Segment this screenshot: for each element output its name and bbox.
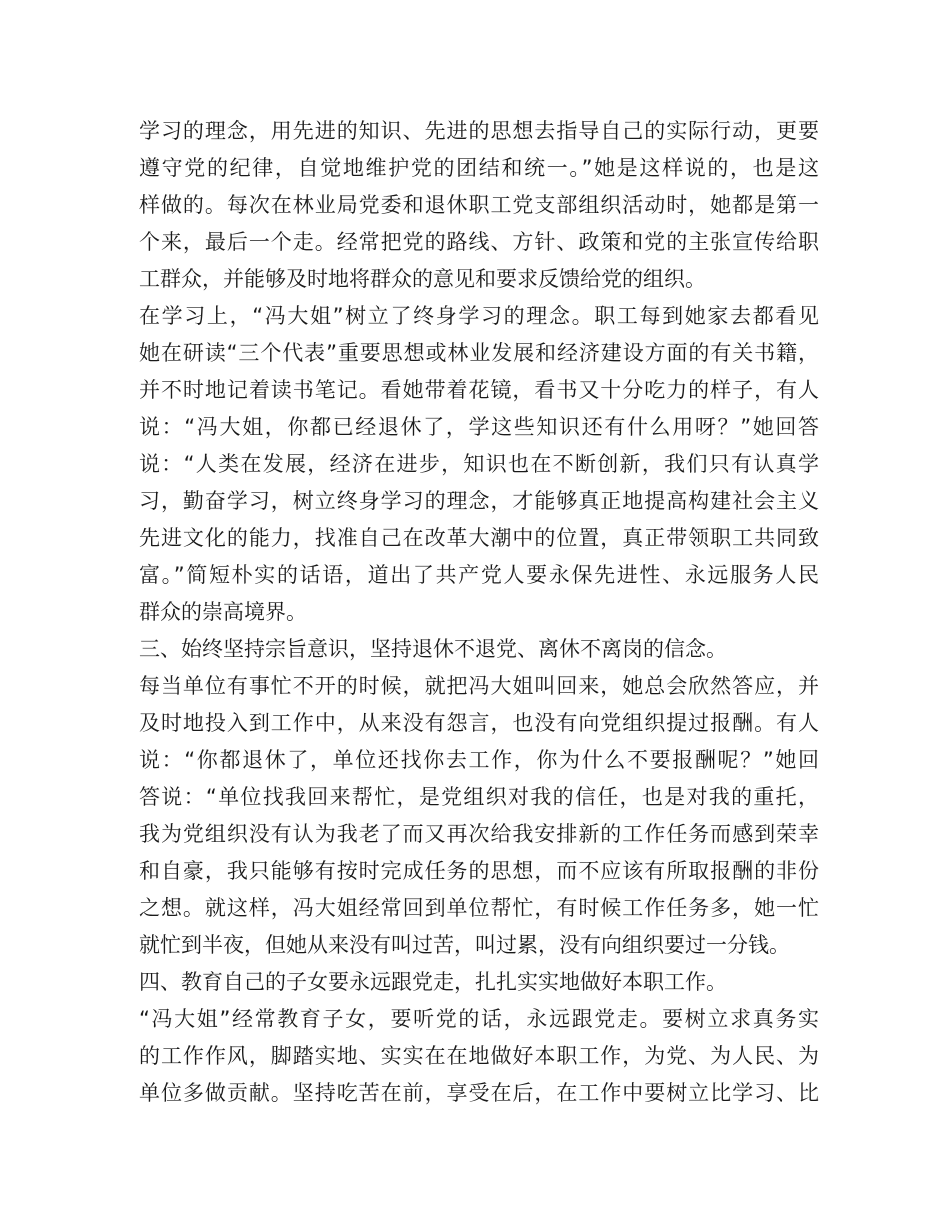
text-line: 之想。就这样，冯大姐经常回到单位帮忙，有时候工作任务多，她一忙 xyxy=(139,896,819,920)
text-line: 就忙到半夜，但她从来没有叫过苦，叫过累，没有向组织要过一分钱。 xyxy=(139,933,790,957)
text-line: 说：“冯大姐，你都已经退休了，学这些知识还有什么用呀？”她回答 xyxy=(139,415,819,439)
text-line: 说：“人类在发展，经济在进步，知识也在不断创新，我们只有认真学 xyxy=(139,452,819,476)
text-line: 和自豪，我只能够有按时完成任务的思想，而不应该有所取报酬的非份 xyxy=(139,859,819,883)
text-line: 并不时地记着读书笔记。看她带着花镜，看书又十分吃力的样子，有人 xyxy=(139,378,819,402)
text-line: 样做的。每次在林业局党委和退休职工党支部组织活动时，她都是第一 xyxy=(139,193,819,217)
text-line: 及时地投入到工作中，从来没有怨言，也没有向党组织提过报酬。有人 xyxy=(139,711,819,735)
text-line: 群众的崇高境界。 xyxy=(139,600,307,624)
text-line: 三、始终坚持宗旨意识，坚持退休不退党、离休不离岗的信念。 xyxy=(139,637,727,661)
text-line: 习，勤奋学习，树立终身学习的理念，才能够真正地提高构建社会主义 xyxy=(139,489,819,513)
text-line: 她在研读“三个代表”重要思想或林业发展和经济建设方面的有关书籍， xyxy=(139,341,819,365)
text-line: 个来，最后一个走。经常把党的路线、方针、政策和党的主张宣传给职 xyxy=(139,230,819,254)
text-line: 四、教育自己的子女要永远跟党走，扎扎实实地做好本职工作。 xyxy=(139,970,727,994)
text-line: 工群众，并能够及时地将群众的意见和要求反馈给党的组织。 xyxy=(139,267,706,291)
text-line: 每当单位有事忙不开的时候，就把冯大姐叫回来，她总会欣然答应，并 xyxy=(139,674,819,698)
text-line: 在学习上，“冯大姐”树立了终身学习的理念。职工每到她家去都看见 xyxy=(139,304,819,328)
text-line: 的工作作风，脚踏实地、实实在在地做好本职工作，为党、为人民、为 xyxy=(139,1044,819,1068)
text-line: 单位多做贡献。坚持吃苦在前，享受在后，在工作中要树立比学习、比 xyxy=(139,1081,819,1105)
text-line: 说：“你都退休了，单位还找你去工作，你为什么不要报酬呢？”她回 xyxy=(139,748,819,772)
text-line: “冯大姐”经常教育子女，要听党的话，永远跟党走。要树立求真务实 xyxy=(139,1007,819,1031)
text-line: 答说：“单位找我回来帮忙，是党组织对我的信任，也是对我的重托， xyxy=(139,785,819,809)
text-line: 我为党组织没有认为我老了而又再次给我安排新的工作任务而感到荣幸 xyxy=(139,822,819,846)
text-line: 先进文化的能力，找准自己在改革大潮中的位置，真正带领职工共同致 xyxy=(139,526,819,550)
body-text xyxy=(139,113,819,1112)
text-line: 遵守党的纪律，自觉地维护党的团结和统一。”她是这样说的，也是这 xyxy=(139,156,819,180)
text-line: 学习的理念，用先进的知识、先进的思想去指导自己的实际行动，更要 xyxy=(139,119,819,143)
text-line: 富。”简短朴实的话语，道出了共产党人要永保先进性、永远服务人民 xyxy=(139,563,819,587)
